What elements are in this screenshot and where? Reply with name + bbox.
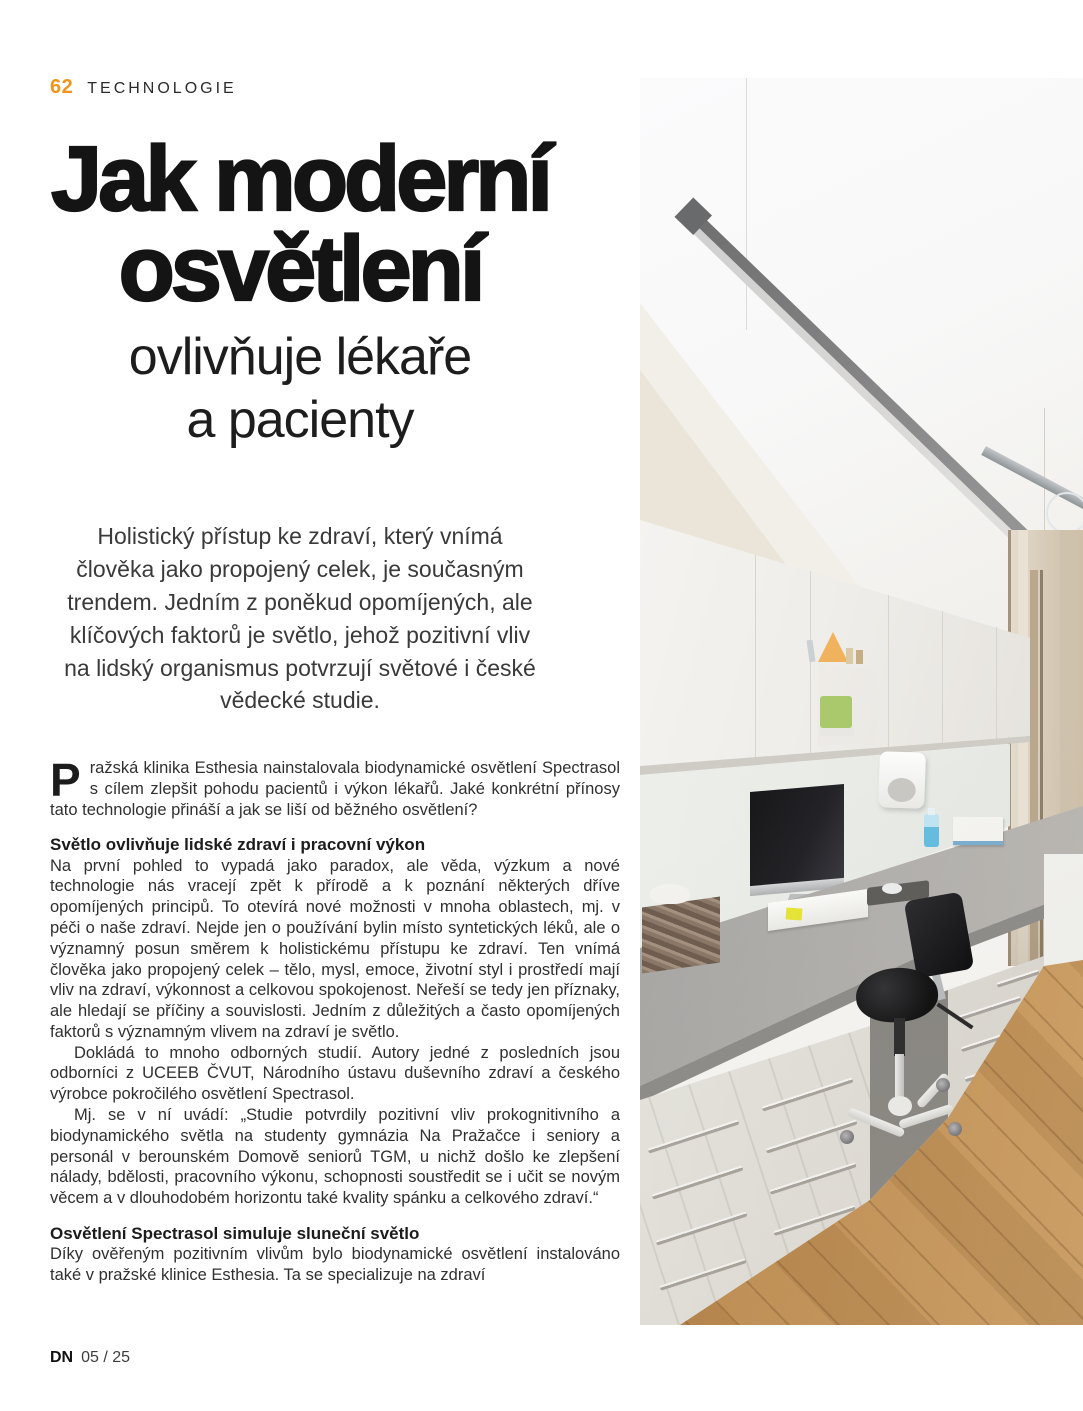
drop-cap: P <box>50 754 81 806</box>
clinic-interior-photo <box>640 78 1083 1325</box>
headline-line1: Jak moderní <box>51 128 549 230</box>
intro-text: ražská klinika Esthesia nainstalovala biodynamické osvětlení Spectrasol s cílem zlepšit pohodu pacientů i výkon lékařů. Jaké konkrétní přínosy tato technologie přináší a jak se liší od běžného osvětlení? <box>50 759 620 819</box>
body-paragraph: Díky ověřeným pozitivním vlivům bylo biodynamické osvětlení instalováno také v pražské klinice Esthesia. Ta se specializuje na zdraví <box>50 1245 620 1284</box>
page-header <box>50 76 620 99</box>
body-paragraph: Mj. se v ní uvádí: „Studie potvrdily pozitivní vliv prokognitivního a biodynamického světla na studenty gymnázia Na Pražačce i seniory a personál v berounském Domově seniorů TGM, u nichž došlo ke zlepšení nálady, bdělosti, pracovního výkonu, schopnosti soustředit se i učit se novým věcem a v dlouhodobém horizontu také kvality spánku a celkového zdraví.“ <box>50 1105 620 1208</box>
subheadline <box>50 326 550 451</box>
headline <box>50 128 550 321</box>
intro-paragraph <box>50 754 620 820</box>
subheadline-line1: ovlivňuje lékaře <box>128 328 472 387</box>
article-body <box>50 754 620 1286</box>
page-footer <box>50 1349 130 1367</box>
page-number: 62 <box>50 76 74 98</box>
photo-tone-overlay <box>640 78 1083 1325</box>
lede-paragraph: Holistický přístup ke zdraví, který vnímá člověka jako propojený celek, je současným trendem. Jedním z poněkud opomíjených, ale klíčových faktorů je světlo, jehož pozitivní vliv na lidský organismus potvrzují světové i české vědecké studie. <box>64 523 536 714</box>
magazine-brand: DN <box>50 1349 74 1366</box>
headline-line2: osvětlení <box>118 218 482 321</box>
body-paragraph: Dokládá to mnoho odborných studií. Autory jedné z posledních jsou odborníci z UCEEB ČVUT, Národního ústavu duševního zdraví a českého výrobce pokročilého osvětlení Spectrasol. <box>50 1043 620 1104</box>
section-label: TECHNOLOGIE <box>87 80 237 97</box>
section-heading-2: Osvětlení Spectrasol simuluje sluneční světlo <box>50 1223 420 1243</box>
headline-block <box>50 128 550 451</box>
subheadline-line2: a pacienty <box>186 390 414 449</box>
issue-number: 05 / 25 <box>81 1349 131 1366</box>
section-heading-1: Světlo ovlivňuje lidské zdraví i pracovní výkon <box>50 835 426 855</box>
body-paragraph: Na první pohled to vypadá jako paradox, ale věda, výzkum a nové technologie nás vracejí zpět k přírodě a k poznání některých dříve opomíjených principů. To otevírá nové možnosti v mnoha oblastech, mj. v péči o naše zdraví. Nejde jen o používání bylin místo syntetických léků, ale o významný posun směrem k holistickému přístupu ke zdraví. Ten vnímá člověka jako propojený celek – tělo, mysl, emoce, životní styl i prostředí mají vliv na zdraví, výkonnost a celkovou spokojenost. Neřeší se tedy jen příznaky, ale hledají se příčiny a souvislosti. Jedním z důležitých a často opomíjených faktorů s významným vlivem na zdraví je světlo. <box>50 856 620 1041</box>
